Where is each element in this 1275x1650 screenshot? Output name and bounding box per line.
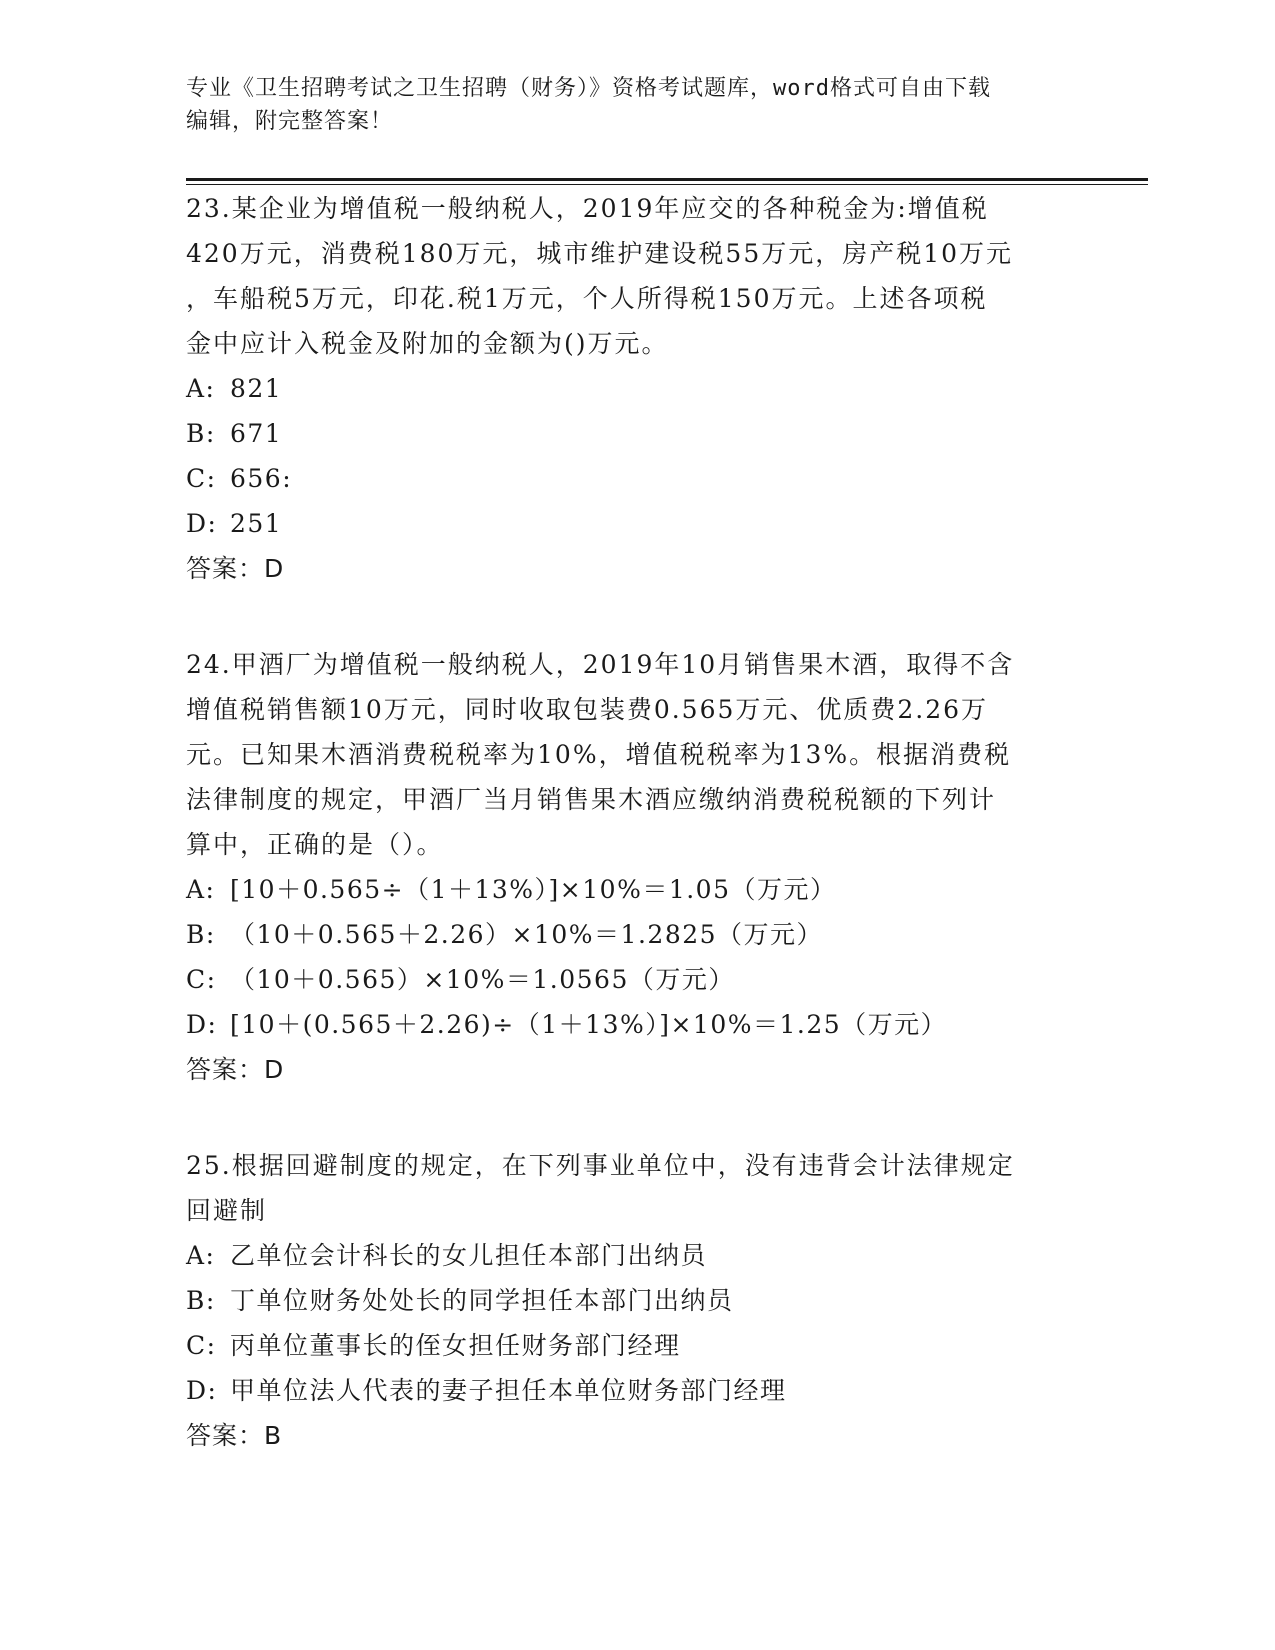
option-key: C: <box>186 1331 217 1360</box>
option-c <box>186 957 1086 1002</box>
question-stem-line: 元。已知果木酒消费税税率为10%，增值税税率为13%。根据消费税 <box>186 740 1012 769</box>
question-24 <box>186 642 1086 1092</box>
header-divider-thin <box>186 184 1148 185</box>
question-stem-line: 23.某企业为增值税一般纳税人，2019年应交的各种税金为:增值税 <box>186 194 989 223</box>
option-b <box>186 1278 1086 1323</box>
option-a <box>186 1233 1086 1278</box>
question-25 <box>186 1143 1086 1458</box>
option-c <box>186 456 1086 501</box>
option-a <box>186 366 1086 411</box>
option-d <box>186 1002 1086 1047</box>
question-stem-line: 回避制 <box>186 1196 268 1225</box>
option-b <box>186 411 1086 456</box>
option-key: D: <box>186 509 218 538</box>
option-key: A: <box>186 875 216 904</box>
option-text: [10＋(0.565＋2.26)÷（1＋13%）]×10%＝1.25（万元） <box>230 1010 948 1039</box>
option-d <box>186 501 1086 546</box>
answer-label: 答案：D <box>186 1055 285 1084</box>
option-text: 甲单位法人代表的妻子担任本单位财务部门经理 <box>230 1376 787 1405</box>
option-key: A: <box>186 374 216 403</box>
option-text: 251 <box>230 509 283 538</box>
answer-label: 答案：D <box>186 554 285 583</box>
header-line-2: 编辑，附完整答案！ <box>186 109 394 134</box>
option-key: B: <box>186 419 216 448</box>
header-line-1: 专业《卫生招聘考试之卫生招聘（财务）》资格考试题库，word格式可自由下载 <box>186 76 991 101</box>
option-key: D: <box>186 1376 218 1405</box>
question-stem-line: 增值税销售额10万元，同时收取包装费0.565万元、优质费2.26万 <box>186 695 989 724</box>
option-a <box>186 867 1086 912</box>
option-text: 656: <box>230 464 293 493</box>
option-d <box>186 1368 1086 1413</box>
option-text: （10＋0.565＋2.26）×10%＝1.2825（万元） <box>230 920 824 949</box>
header-divider-thick <box>186 178 1148 181</box>
option-text: 丙单位董事长的侄女担任财务部门经理 <box>230 1331 681 1360</box>
option-key: C: <box>186 464 217 493</box>
question-stem-line: ，车船税5万元，印花.税1万元，个人所得税150万元。上述各项税 <box>186 284 988 313</box>
option-text: 丁单位财务处处长的同学担任本部门出纳员 <box>230 1286 734 1315</box>
option-text: 821 <box>230 374 283 403</box>
option-key: A: <box>186 1241 216 1270</box>
question-stem-line: 法律制度的规定，甲酒厂当月销售果木酒应缴纳消费税税额的下列计 <box>186 785 997 814</box>
option-text: 乙单位会计科长的女儿担任本部门出纳员 <box>230 1241 708 1270</box>
option-key: C: <box>186 965 217 994</box>
question-stem-line: 算中，正确的是（）。 <box>186 830 444 859</box>
option-key: B: <box>186 1286 216 1315</box>
option-text: （10＋0.565）×10%＝1.0565（万元） <box>230 965 735 994</box>
option-key: B: <box>186 920 216 949</box>
answer-label: 答案：B <box>186 1421 283 1450</box>
option-key: D: <box>186 1010 218 1039</box>
question-stem-line: 420万元，消费税180万元，城市维护建设税55万元，房产税10万元 <box>186 239 1014 268</box>
option-b <box>186 912 1086 957</box>
option-text: [10＋0.565÷（1＋13%）]×10%＝1.05（万元） <box>230 875 837 904</box>
question-stem-line: 24.甲酒厂为增值税一般纳税人，2019年10月销售果木酒，取得不含 <box>186 650 1015 679</box>
option-c <box>186 1323 1086 1368</box>
document-header <box>186 72 1066 138</box>
question-23 <box>186 186 1086 591</box>
question-stem-line: 金中应计入税金及附加的金额为()万元。 <box>186 329 669 358</box>
option-text: 671 <box>230 419 283 448</box>
question-stem-line: 25.根据回避制度的规定，在下列事业单位中，没有违背会计法律规定 <box>186 1151 1015 1180</box>
